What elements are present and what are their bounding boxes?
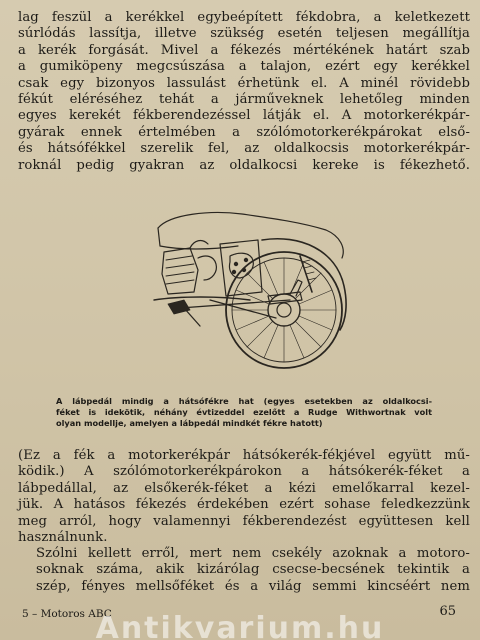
text-line: gyárak ennek értelmében a szólómotorkerékpárokat első- bbox=[18, 124, 470, 140]
signature-mark: 5 – Motoros ABC bbox=[22, 608, 112, 620]
paragraph-3 bbox=[18, 546, 470, 595]
text-line: használnunk. bbox=[18, 530, 108, 546]
watermark: Antikvarium.hu bbox=[95, 612, 385, 640]
text-line: szép, fényes mellsőféket és a világ semmi kincséért nem bbox=[36, 578, 470, 594]
text-line: és hátsófékkel szerelik fel, az oldalkocsis motorkerékpár- bbox=[18, 141, 470, 157]
text-line: súrlódás lassítja, illetve szükség esetén teljesen megállítja bbox=[18, 26, 470, 42]
caption-line: A lábpedál mindig a hátsófékre hat (egyes esetekben az oldalkocsi- bbox=[56, 396, 432, 406]
text-line: ködik.) A szólómotorkerékpárokon a hátsókerék-féket a bbox=[18, 464, 470, 480]
text-line: lag feszül a kerékkel egybeépített fékdobra, a keletkezett bbox=[18, 10, 470, 25]
text-line: roknál pedig gyakran az oldalkocsi kereke is fékezhető. bbox=[18, 157, 470, 173]
page-number: 65 bbox=[439, 604, 456, 619]
text-line: a gumiköpeny megcsúszása a talajon, ezért egy kerékkel bbox=[18, 59, 470, 75]
text-line: csak egy bizonyos lassulást érhetünk el. A minél rövidebb bbox=[18, 75, 470, 91]
text-line: (Ez a fék a motorkerékpár hátsókerék-fékjével együtt mű- bbox=[18, 448, 470, 463]
caption-line: féket is idekötik, néhány évtizeddel ezelőtt a Rudge Withwortnak volt bbox=[56, 407, 432, 417]
text-line: jük. A hatásos fékezés érdekében ezért sohase feledkezzünk bbox=[18, 497, 470, 513]
text-line: egyes kerekét fékberendezéssel látják el. A motorkerékpár- bbox=[18, 108, 470, 124]
paragraph-1 bbox=[18, 10, 470, 174]
motorcycle-brake-illustration bbox=[150, 200, 350, 386]
text-line: fékút eléréséhez tehát a járműveknek lehetőleg minden bbox=[18, 92, 470, 108]
paragraph-2 bbox=[18, 448, 470, 546]
caption-line: olyan modellje, amelyen a lábpedál mindkét fékre hatott) bbox=[56, 418, 323, 428]
text-line: a kerék forgását. Mivel a fékezés mértékének határt szab bbox=[18, 42, 470, 58]
text-line: meg arról, hogy valamennyi fékberendezést együttesen kell bbox=[18, 513, 470, 529]
text-line: Szólni kellett erről, mert nem csekély azoknak a motoro- bbox=[36, 546, 470, 561]
figure-caption bbox=[56, 396, 432, 429]
text-line: soknak száma, akik kizárólag csecse-becsének tekintik a bbox=[36, 562, 470, 578]
text-line: lábpedállal, az elsőkerék-féket a kézi emelőkarral kezel- bbox=[18, 480, 470, 496]
